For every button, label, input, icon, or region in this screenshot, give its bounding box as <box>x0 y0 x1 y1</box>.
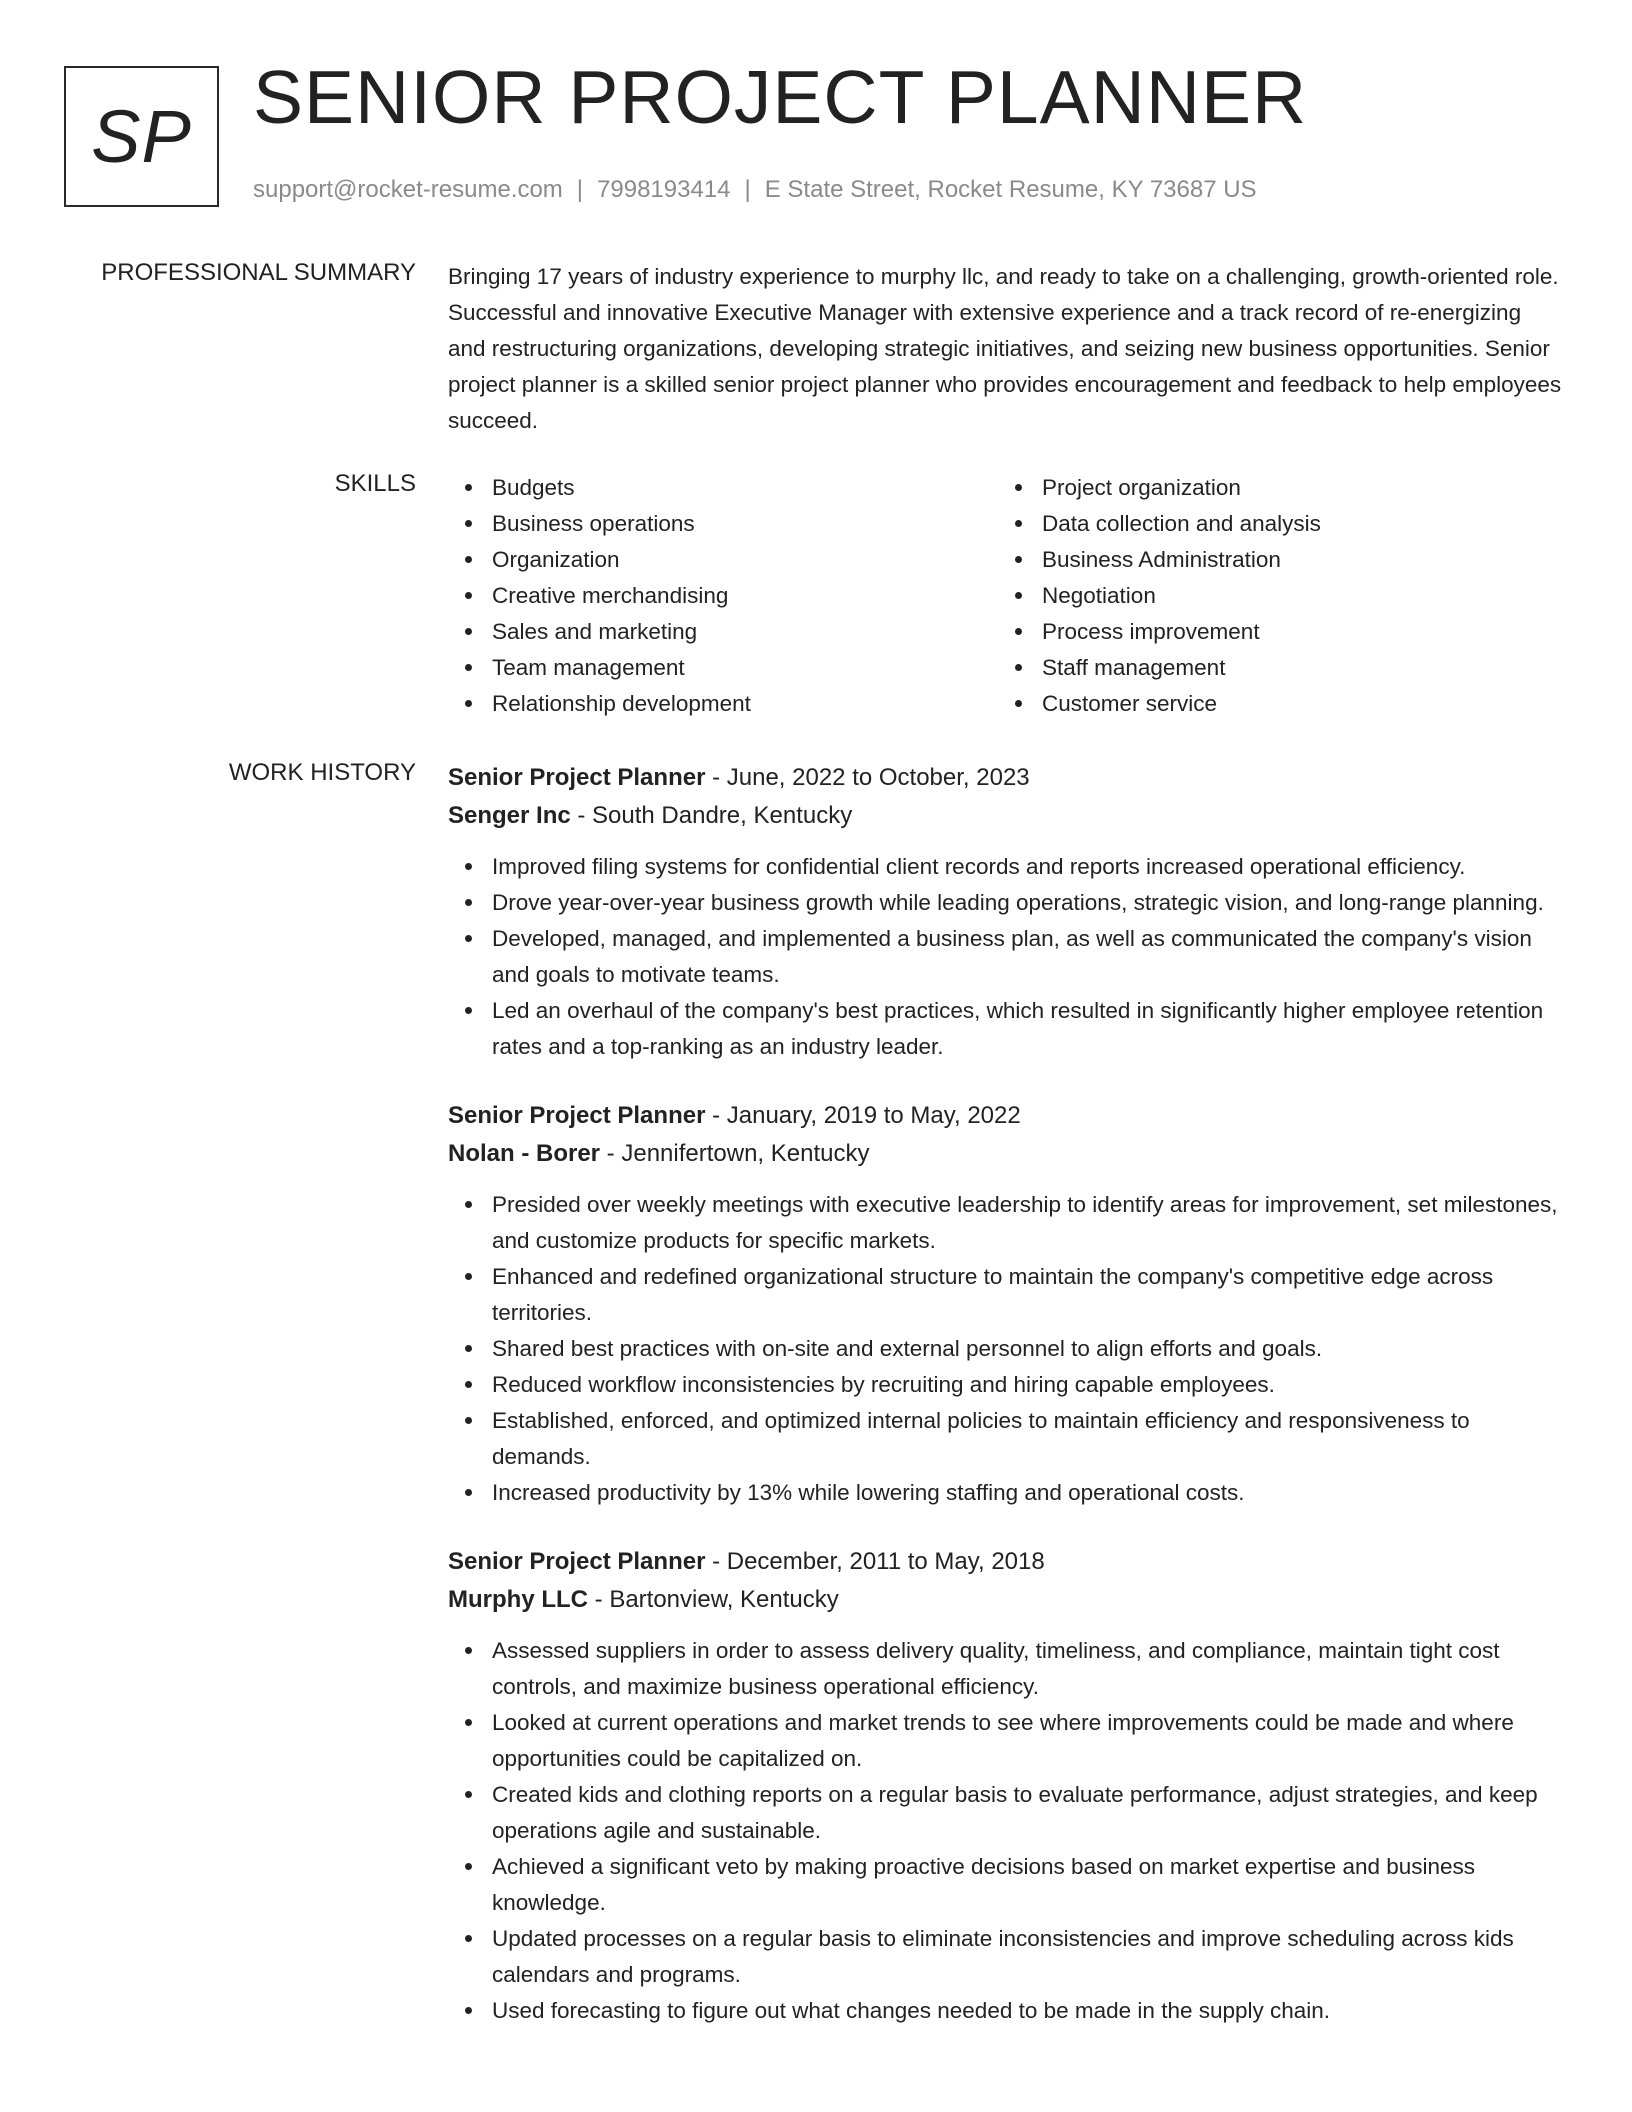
job-bullet-list <box>448 1187 1563 1511</box>
job-title: Senior Project Planner <box>448 1548 706 1575</box>
job-bullet: Developed, managed, and implemented a business plan, as well as communicated the company's vision and goals to motivate teams. <box>448 921 1563 993</box>
job-bullet: Shared best practices with on-site and external personnel to align efforts and goals. <box>448 1331 1563 1367</box>
skill-item: Team management <box>448 650 998 686</box>
job-bullet: Used forecasting to figure out what changes needed to be made in the supply chain. <box>448 1993 1563 2029</box>
job-title-line <box>448 1097 1563 1135</box>
job-entry <box>448 759 1563 1065</box>
job-title: Senior Project Planner <box>448 1102 706 1129</box>
contact-separator: | <box>576 176 584 203</box>
work-history-heading: WORK HISTORY <box>228 759 416 786</box>
skills-list-left <box>448 470 998 722</box>
monogram-logo: SP <box>64 66 219 207</box>
skill-item: Process improvement <box>998 614 1563 650</box>
job-bullet: Established, enforced, and optimized internal policies to maintain efficiency and responsiveness to demands. <box>448 1403 1563 1475</box>
contact-email[interactable]: support@rocket-resume.com <box>253 176 563 203</box>
skill-item: Negotiation <box>998 578 1563 614</box>
summary-heading: PROFESSIONAL SUMMARY <box>101 259 416 286</box>
job-company: Murphy LLC <box>448 1586 588 1613</box>
contact-address: E State Street, Rocket Resume, KY 73687 US <box>764 176 1257 203</box>
contact-separator: | <box>744 176 751 203</box>
job-location: - Jennifertown, Kentucky <box>600 1140 870 1167</box>
job-title: Senior Project Planner <box>448 764 706 791</box>
job-bullet: Increased productivity by 13% while lowering staffing and operational costs. <box>448 1475 1563 1511</box>
job-company: Nolan - Borer <box>448 1140 601 1167</box>
skill-item: Business operations <box>448 506 998 542</box>
skills-body <box>448 470 1563 722</box>
job-bullet: Drove year-over-year business growth while leading operations, strategic vision, and long-range planning. <box>448 885 1563 921</box>
job-company-line <box>448 1135 1563 1173</box>
job-location: - Bartonview, Kentucky <box>587 1586 839 1613</box>
job-bullet: Updated processes on a regular basis to eliminate inconsistencies and improve scheduling across kids calendars and programs. <box>448 1921 1563 1993</box>
job-bullet: Achieved a significant veto by making proactive decisions based on market expertise and business knowledge. <box>448 1849 1563 1921</box>
job-bullet: Looked at current operations and market trends to see where improvements could be made and where opportunities could be capitalized on. <box>448 1705 1563 1777</box>
job-bullet: Assessed suppliers in order to assess delivery quality, timeliness, and compliance, maintain tight cost controls, and maximize business operational efficiency. <box>448 1633 1563 1705</box>
job-bullet: Created kids and clothing reports on a regular basis to evaluate performance, adjust strategies, and keep operations agile and sustainable. <box>448 1777 1563 1849</box>
job-bullet: Reduced workflow inconsistencies by recruiting and hiring capable employees. <box>448 1367 1563 1403</box>
job-dates: - June, 2022 to October, 2023 <box>705 764 1030 791</box>
job-bullet: Enhanced and redefined organizational structure to maintain the company's competitive edge across territories. <box>448 1259 1563 1331</box>
skill-item: Organization <box>448 542 998 578</box>
job-title-line <box>448 759 1563 797</box>
skill-item: Data collection and analysis <box>998 506 1563 542</box>
job-company-line <box>448 1581 1563 1619</box>
job-company: Senger Inc <box>448 802 571 829</box>
job-dates: - January, 2019 to May, 2022 <box>705 1102 1021 1129</box>
skill-item: Creative merchandising <box>448 578 998 614</box>
job-bullet-list <box>448 849 1563 1065</box>
contact-phone[interactable]: 7998193414 <box>597 176 731 203</box>
skill-item: Customer service <box>998 686 1563 722</box>
job-bullet: Improved filing systems for confidential client records and reports increased operational efficiency. <box>448 849 1563 885</box>
job-bullet: Led an overhaul of the company's best practices, which resulted in significantly higher employee retention rates and a top-ranking as an industry leader. <box>448 993 1563 1065</box>
job-dates: - December, 2011 to May, 2018 <box>705 1548 1045 1575</box>
resume-title: SENIOR PROJECT PLANNER <box>253 55 1308 139</box>
skill-item: Budgets <box>448 470 998 506</box>
skill-item: Business Administration <box>998 542 1563 578</box>
skill-item: Relationship development <box>448 686 998 722</box>
job-bullet: Presided over weekly meetings with executive leadership to identify areas for improvement, set milestones, and customize products for specific markets. <box>448 1187 1563 1259</box>
summary-body <box>448 259 1563 439</box>
skills-list-right <box>998 470 1563 722</box>
job-title-line <box>448 1543 1563 1581</box>
job-bullet-list <box>448 1633 1563 2029</box>
skills-heading: SKILLS <box>334 470 416 497</box>
job-entry <box>448 1543 1563 2029</box>
skill-item: Project organization <box>998 470 1563 506</box>
job-entry <box>448 1097 1563 1511</box>
job-location: - South Dandre, Kentucky <box>570 802 853 829</box>
skill-item: Sales and marketing <box>448 614 998 650</box>
work-history-body <box>448 759 1563 2061</box>
job-company-line <box>448 797 1563 835</box>
skill-item: Staff management <box>998 650 1563 686</box>
summary-text: Bringing 17 years of industry experience to murphy llc, and ready to take on a challenging, growth-oriented role. Successful and innovative Executive Manager with extensive experience and a track record of re-energizing and restructuring organizations, developing strategic initiatives, and seizing new business opportunities. Senior project planner is a skilled senior project planner who provides encouragement and feedback to help employees succeed. <box>448 264 1562 433</box>
contact-line <box>253 176 1257 204</box>
